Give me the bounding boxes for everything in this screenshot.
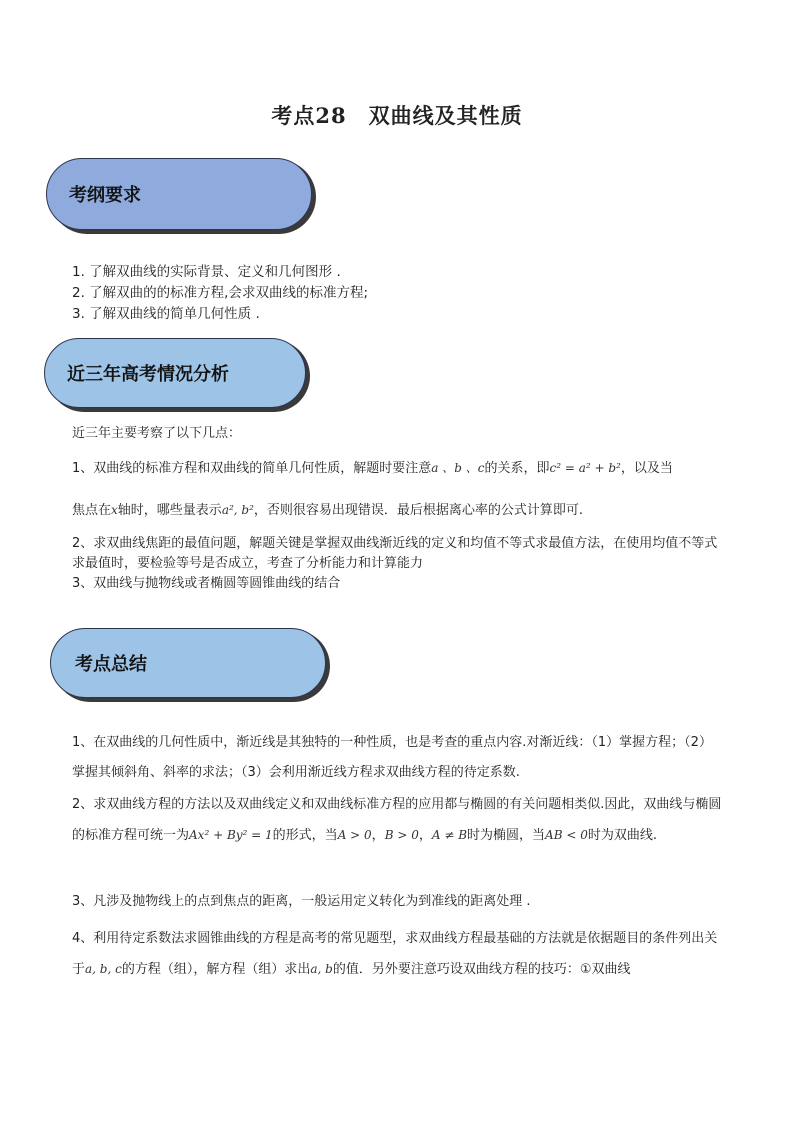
section-heading: 考纲要求 bbox=[69, 185, 141, 206]
list-item: 1. 了解双曲线的实际背景、定义和几何图形 . bbox=[72, 264, 341, 280]
summary-point-1: 1、在双曲线的几何性质中，渐近线是其独特的一种性质，也是考查的重点内容.对渐近线：（1）掌握方程；（2）掌握其倾斜角、斜率的求法；（3）会利用渐近线方程求双曲线方程的待定系数. bbox=[72, 735, 712, 780]
section-heading: 近三年高考情况分析 bbox=[67, 364, 229, 385]
list-item: 2. 了解双曲的的标准方程,会求双曲线的标准方程; bbox=[72, 285, 369, 301]
summary-point-3: 3、凡涉及抛物线上的点到焦点的距离，一般运用定义转化为到准线的距离处理 . bbox=[72, 894, 531, 909]
analysis-point-1a: 1、双曲线的标准方程和双曲线的简单几何性质，解题时要注意a 、b 、c的关系，即c² = a² + b²，以及当 bbox=[72, 461, 673, 476]
analysis-point-1b: 焦点在x轴时，哪些量表示a², b²，否则很容易出现错误．最后根据离心率的公式计算即可. bbox=[72, 503, 584, 518]
page-title: 考点28 双曲线及其性质 bbox=[271, 103, 523, 128]
syllabus-list bbox=[72, 262, 368, 325]
list-item: 3. 了解双曲线的简单几何性质 . bbox=[72, 306, 260, 322]
analysis-point-2: 2、求双曲线焦距的最值问题，解题关键是掌握双曲线渐近线的定义和均值不等式求最值方法，在使用均值不等式求最值时，要检验等号是否成立，考查了分析能力和计算能力 bbox=[72, 536, 718, 571]
summary-point-2: 2、求双曲线方程的方法以及双曲线定义和双曲线标准方程的应用都与椭圆的有关问题相类似.因此，双曲线与椭圆的标准方程可统一为Ax² + By² = 1的形式，当A > 0，B > 0，A ≠ B时为椭圆，当AB < 0时为双曲线. bbox=[72, 797, 722, 843]
summary-point-4: 4、利用待定系数法求圆锥曲线的方程是高考的常见题型，求双曲线方程最基础的方法就是依据题目的条件列出关于a, b, c的方程（组），解方程（组）求出a, b的值．另外要注意巧设双曲线方程的技巧：①双曲线 bbox=[72, 931, 718, 977]
analysis-point-3: 3、双曲线与抛物线或者椭圆等圆锥曲线的结合 bbox=[72, 576, 341, 591]
analysis-intro: 近三年主要考察了以下几点： bbox=[72, 426, 242, 441]
section-header-summary bbox=[50, 628, 332, 704]
section-header-syllabus bbox=[46, 158, 318, 236]
section-heading: 考点总结 bbox=[75, 654, 147, 675]
section-header-analysis bbox=[44, 338, 312, 414]
